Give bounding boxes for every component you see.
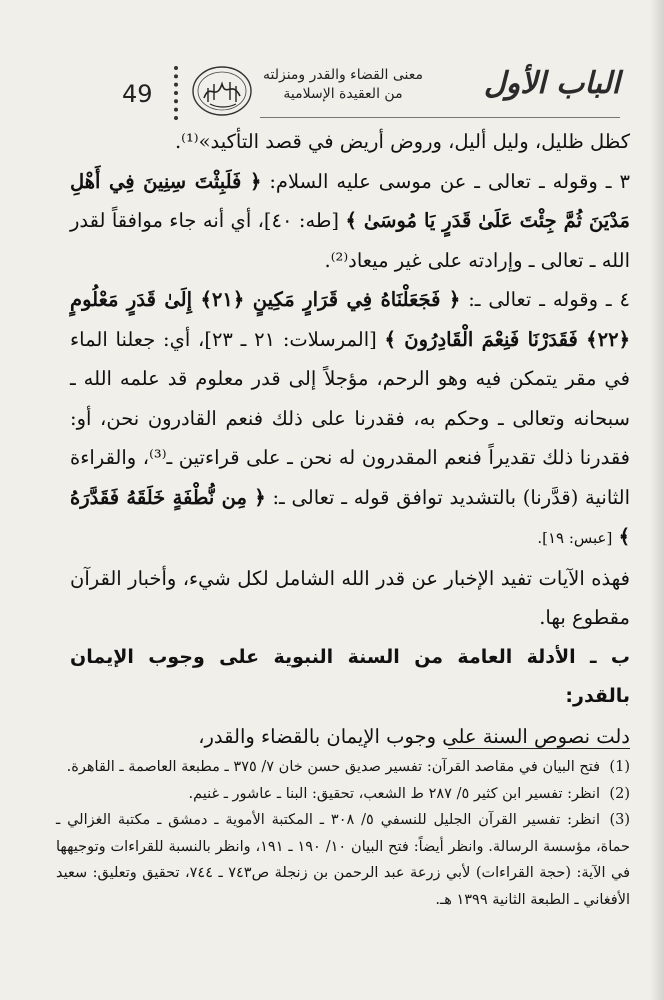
- header-rule: [260, 117, 620, 118]
- verse-intro: ٤ ـ وقوله ـ تعالى ـ:: [468, 288, 630, 311]
- footnote: [56, 781, 630, 808]
- page-number: 49: [122, 80, 153, 108]
- chapter-title: الباب الأول: [483, 66, 620, 101]
- verse-reference: [عبس: ١٩].: [537, 529, 613, 547]
- quran-verse: ﴿ مِن نُّطْفَةٍ خَلَقَهُ فَقَدَّرَهُ ﴾: [70, 485, 630, 548]
- book-title-line1: معنى القضاء والقدر ومنزلته: [262, 67, 424, 83]
- footnote-divider: [448, 748, 630, 749]
- footnote-text: انظر: تفسير ابن كثير ٥/ ٢٨٧ ط الشعب، تحقيق: البنا ـ عاشور ـ غنيم.: [188, 785, 600, 802]
- verse-intro: ٣ ـ وقوله ـ تعالى ـ عن موسى عليه السلام:: [269, 169, 630, 193]
- footnote: [56, 754, 630, 781]
- page-header: [0, 0, 664, 120]
- footnote-text: انظر: تفسير القرآن الجليل للنسفي ٥/ ٣٠٨ ـ المكتبة الأموية ـ دمشق ـ مكتبة الغزالي ـ حماة، مؤسسة الرسالة. وانظر أيضاً: فتح البيان ١٠/ ١٩٠ ـ ١٩١، وانظر بالنسبة للقراءات وتوجيهها في الآية: (حجة القراءات) لأبي زرعة عبد الرحمن بن زنجلة ص٧٤٣ ـ ٧٤٤، تحقيق وتعليق: سعيد الأفغاني ـ الطبعة الثانية ١٣٩٩ هـ.: [56, 812, 631, 908]
- footnotes: [56, 754, 630, 913]
- book-title: [258, 66, 428, 104]
- paragraph-2: [70, 162, 630, 281]
- footnote-number: (1): [609, 759, 630, 775]
- main-text: [70, 122, 630, 756]
- calligraphy-seal-icon: [190, 64, 254, 118]
- footnote: [56, 807, 630, 913]
- paragraph-5: دلت نصوص السنة على وجوب الإيمان بالقضاء والقدر،: [198, 724, 630, 748]
- page-edge-shadow: [650, 0, 664, 1000]
- paragraph-3: [70, 280, 630, 559]
- footnote-text: فتح البيان في مقاصد القرآن: تفسير صديق حسن خان ٧/ ٣٧٥ ـ مطبعة العاصمة ـ القاهرة.: [66, 759, 600, 775]
- paragraph-1: كظل ظليل، وليل أليل، وروض أريض في قصد التأكيد»⁽¹⁾.: [174, 130, 630, 153]
- quran-verse: ﴿ فَجَعَلْنَاهُ فِي قَرَارٍ مَكِينٍ ﴿٢١﴾ إِلَىٰ قَدَرٍ مَعْلُومٍ ﴿٢٢﴾ فَقَدَرْنَا فَنِعْمَ الْقَادِرُونَ ﴾: [70, 288, 630, 351]
- section-heading: ب ـ الأدلة العامة من السنة النبوية على وجوب الإيمان بالقدر:: [70, 645, 630, 707]
- quran-verse: ﴿ فَلَبِثْتَ سِنِينَ فِي أَهْلِ مَدْيَنَ ثُمَّ جِئْتَ عَلَىٰ قَدَرٍ يَا مُوسَىٰ ﴾: [70, 169, 631, 232]
- footnote-number: (3): [609, 812, 631, 828]
- footnote-number: (2): [609, 785, 630, 802]
- verse-explanation: [المرسلات: ٢١ ـ ٢٣]، أي: جعلنا الماء في مقر يتمكن فيه وهو الرحم، مؤجلاً إلى قدر معلوم قد علمه الله ـ سبحانه وتعالى ـ وحكم به، فقدرنا على ذلك فنعم القادرون نحن، أو: فقدرنا ذلك تقديراً فنعم المقدرون له نحن ـ على قراءتين ـ⁽³⁾، والقراءة الثانية (قدَّرنا) بالتشديد توافق قوله ـ تعالى ـ:: [70, 327, 631, 509]
- verse-explanation: [طه: ٤٠]، أي أنه جاء موافقاً لقدر الله ـ تعالى ـ وإرادته على غير ميعاد⁽²⁾.: [70, 209, 630, 272]
- book-title-line2: من العقيدة الإسلامية: [283, 86, 403, 102]
- header-divider: [174, 66, 182, 120]
- paragraph-4: فهذه الآيات تفيد الإخبار عن قدر الله الشامل لكل شيء، وأخبار القرآن مقطوع بها.: [70, 566, 630, 629]
